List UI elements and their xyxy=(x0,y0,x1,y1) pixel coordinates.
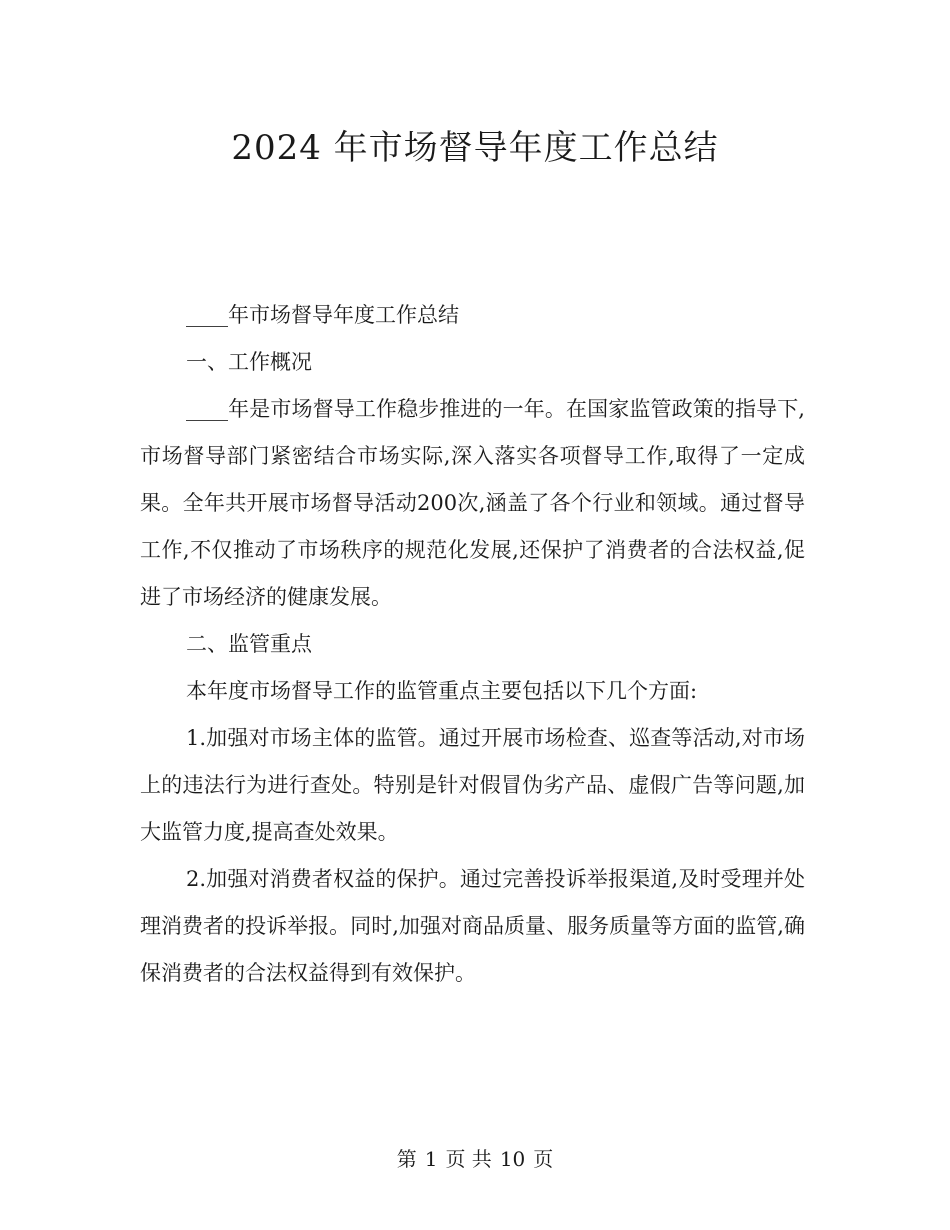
document-title: 2024 年市场督导年度工作总结 xyxy=(231,128,719,168)
subtitle-paragraph: ____年市场督导年度工作总结 xyxy=(186,303,459,327)
section-heading-overview: 一、工作概况 xyxy=(186,350,312,374)
focus-item-2: 2.加强对消费者权益的保护。通过完善投诉举报渠道,及时受理并处理消费者的投诉举报。同时,加强对商品质量、服务质量等方面的监管,确保消费者的合法权益得到有效保护。 xyxy=(140,867,805,985)
page-label-prefix: 第 xyxy=(396,1147,417,1171)
total-pages-number: 10 xyxy=(499,1147,526,1171)
section-heading-focus: 二、监管重点 xyxy=(186,632,312,656)
focus-intro-paragraph: 本年度市场督导工作的监管重点主要包括以下几个方面: xyxy=(186,679,698,703)
page-footer xyxy=(0,1144,950,1174)
page-label-suffix: 页 xyxy=(533,1147,554,1171)
document-body xyxy=(140,292,805,997)
page-label-mid: 页 共 xyxy=(445,1147,492,1171)
current-page-number: 1 xyxy=(424,1147,438,1171)
overview-paragraph: ____年是市场督导工作稳步推进的一年。在国家监管政策的指导下,市场督导部门紧密结合市场实际,深入落实各项督导工作,取得了一定成果。全年共开展市场督导活动200次,涵盖了各个行业和领域。通过督导工作,不仅推动了市场秩序的规范化发展,还保护了消费者的合法权益,促进了市场经济的健康发展。 xyxy=(140,397,805,609)
focus-item-1: 1.加强对市场主体的监管。通过开展市场检查、巡查等活动,对市场上的违法行为进行查处。特别是针对假冒伪劣产品、虚假广告等问题,加大监管力度,提高查处效果。 xyxy=(140,726,805,844)
